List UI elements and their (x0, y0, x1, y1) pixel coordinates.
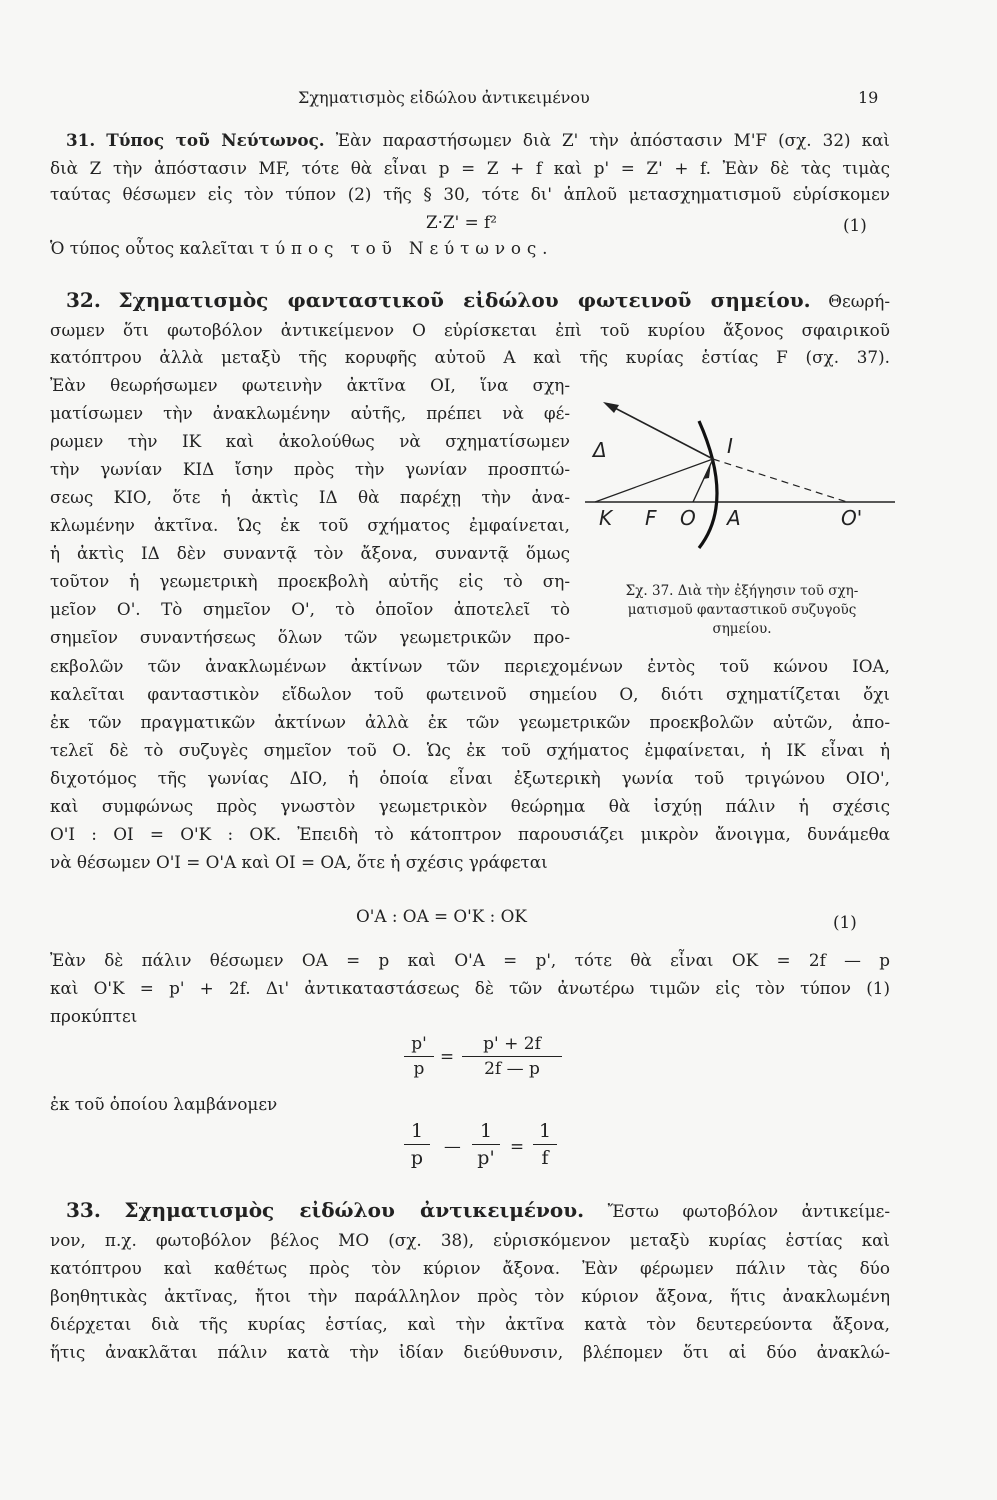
frac2-a-den: p (410, 1147, 424, 1169)
newton-formula-name: τύπος τοῦ Νεύτωνος. (259, 238, 554, 258)
running-title: Σχηματισμὸς εἰδώλου ἀντικειμένου (298, 88, 590, 107)
sec32-full-8: νὰ θέσωμεν Ο'Ι = Ο'Α καὶ ΟΙ = ΟΑ, ὅτε ἡ σχέσις γράφεται (50, 852, 548, 872)
sec32-full-2: καλεῖται φανταστικὸν εἴδωλον τοῦ φωτεινοῦ σημείου Ο, διότι σχηματίζεται ὄχι (50, 684, 890, 704)
sec32-narrow-2: ματίσωμεν τὴν ἀνακλωμένην αὐτῆς, πρέπει νὰ φέ- (50, 403, 570, 423)
sec32-line-2: κατόπτρου ἀλλὰ μεταξὺ τῆς κορυφῆς αὐτοῦ Α καὶ τῆς κυρίας ἑστίας F (σχ. 37). (50, 347, 890, 367)
label-f: F (645, 506, 657, 530)
frac2-minus: — (444, 1136, 461, 1156)
sec32-narrow-7: ἡ ἀκτὶς ΙΔ δὲν συναντᾷ τὸν ἄξονα, συναντᾷ ὅμως (50, 543, 570, 563)
sec32-full-6: καὶ συμφώνως πρὸς γνωστὸν γεωμετρικὸν θεώρημα θὰ ἰσχύῃ πάλιν ἡ σχέσις (50, 796, 890, 816)
sec32-title-tail: Θεωρή- (828, 291, 890, 311)
sec33-title-tail: Ἔστω φωτοβόλον ἀντικείμε- (607, 1201, 890, 1221)
frac1-lhs (404, 1034, 434, 1079)
frac2-b-bar (472, 1144, 500, 1145)
frac2-b-den: p' (477, 1147, 495, 1169)
figure-37-caption (582, 582, 902, 639)
sec33-line-3: βοηθητικὰς ἀκτῖνας, ἤτοι τὴν παράλληλον πρὸς τὸν κύριον ἄξονα, ἥτις ἀνακλωμένη (50, 1286, 890, 1306)
label-k: K (599, 506, 613, 530)
sec33-line-1: νον, π.χ. φωτοβόλον βέλος ΜΟ (σχ. 38), εὑρισκόμενον μεταξὺ κυρίας ἑστίας καὶ (50, 1230, 890, 1250)
sec32-narrow-9: μεῖον Ο'. Τὸ σημεῖον Ο', τὸ ὁποῖον ἀποτελεῖ τὸ (50, 599, 570, 619)
virtual-extension (713, 459, 847, 502)
sec31-title: Τύπος τοῦ Νεύτωνος. (106, 130, 325, 150)
sec32-full-7: Ο'Ι : ΟΙ = Ο'Κ : ΟΚ. Ἐπειδὴ τὸ κάτοπτρον παρουσιάζει μικρὸν ἄνοιγμα, δυνάμεθα (50, 824, 890, 844)
label-a: A (727, 506, 741, 530)
sec32-narrow-3: ρωμεν τὴν ΙΚ καὶ ἀκολούθως νὰ σχηματίσωμεν (50, 431, 570, 451)
sec33-line-4: διέρχεται διὰ τῆς κυρίας ἑστίας, καὶ τὴν ἀκτῖνα κατὰ τὸν δευτερεύοντα ἄξονα, (50, 1314, 890, 1334)
sec32-after-1: Ἐὰν δὲ πάλιν θέσωμεν ΟΑ = p καὶ Ο'Α = p', τότε θὰ εἶναι ΟΚ = 2f — p (50, 950, 890, 970)
label-i: I (727, 434, 733, 458)
sec32-narrow-6: κλωμένην ἀκτῖνα. Ὡς ἐκ τοῦ σχήματος ἐμφαίνεται, (50, 515, 570, 535)
sec31-number: 31. (66, 130, 96, 150)
sec32-narrow-8: τοῦτον ἡ γεωμετρικὴ προεκβολὴ αὐτῆς εἰς τὸ ση- (50, 571, 570, 591)
sec31-line-1 (66, 130, 890, 150)
frac1-rhs-num: p' + 2f (483, 1034, 541, 1054)
ray-arrowhead (603, 402, 619, 413)
sec31-text: Ἐὰν παραστήσωμεν διὰ Ζ' τὴν ἀπόστασιν Μ'F (σχ. 32) καὶ (335, 130, 890, 150)
sec31-closing-prefix: Ὁ τύπος οὗτος καλεῖται (50, 238, 255, 258)
sec31-closing (50, 238, 553, 258)
ray-i-to-delta (613, 407, 713, 459)
frac1-rhs (462, 1034, 562, 1079)
label-o: O (680, 506, 696, 530)
frac1-lhs-num: p' (411, 1034, 427, 1054)
frac2-a-num: 1 (410, 1120, 424, 1142)
frac1-lhs-den: p (413, 1059, 425, 1079)
newton-equation: Z·Z' = f² (426, 212, 497, 232)
sec33-title: Σχηματισμὸς εἰδώλου ἀντικειμένου. (124, 1198, 585, 1222)
label-o-prime: O' (841, 506, 863, 530)
sec33-number: 33. (66, 1198, 101, 1222)
frac2-c (533, 1120, 557, 1169)
caption-line-1: Σχ. 37. Διὰ τὴν ἐξήγησιν τοῦ σχη- (625, 583, 859, 599)
ratio-equation-number: (1) (833, 912, 857, 932)
sec32-narrow-1: Ἐὰν θεωρήσωμεν φωτεινὴν ἀκτῖνα ΟΙ, ἵνα σχη- (50, 375, 570, 395)
sec32-title: Σχηματισμὸς φανταστικοῦ εἰδώλου φωτεινοῦ σημείου. (118, 288, 811, 312)
from-which-text: ἐκ τοῦ ὁποίου λαμβάνομεν (50, 1094, 278, 1114)
sec33-line-5: ἥτις ἀνακλᾶται πάλιν κατὰ τὴν ἰδίαν διεύθυνσιν, βλέπομεν ὅτι αἱ δύο ἀνακλώ- (50, 1342, 890, 1362)
frac2-c-den: f (541, 1147, 549, 1169)
caption-line-3: σημείου. (712, 621, 772, 637)
frac2-c-num: 1 (538, 1120, 552, 1142)
label-delta: Δ (593, 438, 607, 462)
frac1-rhs-den: 2f — p (484, 1059, 540, 1079)
sec32-narrow-4: τὴν γωνίαν ΚΙΔ ἴσην πρὸς τὴν γωνίαν προσπτώ- (50, 459, 570, 479)
page-number: 19 (858, 88, 879, 107)
sec32-full-1: εκβολῶν τῶν ἀνακλωμένων ἀκτίνων τῶν περιεχομένων ἐντὸς τοῦ κώνου ΙΟΑ, (50, 656, 890, 676)
frac2-c-bar (533, 1144, 557, 1145)
frac1-rhs-bar (462, 1056, 562, 1057)
frac1-lhs-bar (404, 1056, 434, 1057)
sec33-line-2: κατόπτρου καὶ καθέτως πρὸς τὸν κύριον ἄξονα. Ἐὰν φέρωμεν πάλιν τὰς δύο (50, 1258, 890, 1278)
ratio-equation: Ο'Α : ΟΑ = Ο'Κ : ΟΚ (356, 906, 527, 926)
frac2-a (404, 1120, 430, 1169)
sec32-after-3: προκύπτει (50, 1006, 138, 1026)
sec32-number: 32. (66, 288, 101, 312)
newton-equation-number: (1) (843, 215, 867, 235)
sec31-line-3: ταύτας θέσωμεν εἰς τὸν τύπον (2) τῆς § 30, τότε δι' ἁπλοῦ μετασχηματισμοῦ εὑρίσκομεν (50, 184, 890, 204)
caption-line-2: ματισμοῦ φανταστικοῦ συζυγοῦς (627, 602, 857, 618)
sec32-full-4: τελεῖ δὲ τὸ συζυγὲς σημεῖον τοῦ Ο. Ὡς ἐκ τοῦ σχήματος ἐμφαίνεται, ἡ ΙΚ εἶναι ἡ (50, 740, 890, 760)
frac2-b (472, 1120, 500, 1169)
frac2-a-bar (404, 1144, 430, 1145)
sec32-heading-line (66, 290, 890, 311)
sec32-after-2: καὶ Ο'Κ = p' + 2f. Δι' ἀντικαταστάσεως δὲ τῶν ἀνωτέρω τιμῶν εἰς τὸν τύπον (1) (50, 978, 890, 998)
frac2-equals: = (510, 1136, 525, 1156)
sec32-narrow-5: σεως ΚΙΟ, ὅτε ἡ ἀκτὶς ΙΔ θὰ παρέχῃ τὴν ἀνα- (50, 487, 570, 507)
figure-37-diagram (585, 385, 897, 560)
sec33-heading-line (66, 1200, 890, 1221)
sec31-line-2: διὰ Ζ τὴν ἀπόστασιν MF, τότε θὰ εἶναι p = Ζ + f καὶ p' = Ζ' + f. Ἐὰν δὲ τὰς τιμὰς (50, 158, 890, 178)
frac1-equals: = (440, 1046, 455, 1066)
frac2-b-num: 1 (479, 1120, 493, 1142)
sec32-line-1: σωμεν ὅτι φωτοβόλον ἀντικείμενον Ο εὑρίσκεται ἐπὶ τοῦ κυρίου ἄξονος σφαιρικοῦ (50, 320, 890, 340)
sec32-full-3: ἐκ τῶν πραγματικῶν ἀκτίνων ἀλλὰ ἐκ τῶν γεωμετρικῶν προεκβολῶν αὐτῶν, ἀπο- (50, 712, 890, 732)
sec32-narrow-10: σημεῖον συναντήσεως ὅλων τῶν γεωμετρικῶν προ- (50, 627, 570, 647)
sec32-full-5: διχοτόμος τῆς γωνίας ΔΙΟ, ἡ ὁποία εἶναι ἐξωτερικὴ γωνία τοῦ τριγώνου ΟΙΟ', (50, 768, 890, 788)
